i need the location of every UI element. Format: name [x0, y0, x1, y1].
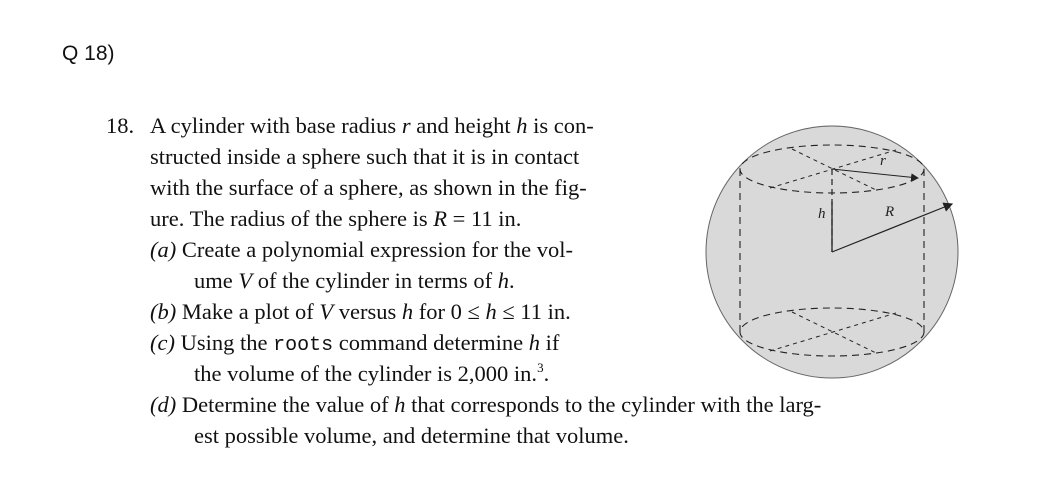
part-b-line: (b) Make a plot of V versus h for 0 ≤ h ≤ 11 in. [150, 299, 571, 324]
problem-number: 18. [106, 113, 135, 138]
question-label: Q 18) [62, 42, 115, 65]
part-a-line-1: (a) Create a polynomial expression for the vol- [150, 237, 574, 262]
part-c-line-2: the volume of the cylinder is 2,000 in.$^3$. [194, 360, 550, 386]
part-c-line-1: (c) Using the roots command determine h if [150, 330, 560, 357]
sphere-cylinder-figure [700, 112, 970, 392]
label-r: r [880, 153, 886, 169]
intro-line-2: structed inside a sphere such that it is in contact [150, 144, 580, 169]
intro-line-1: A cylinder with base radius r and height h is con- [150, 113, 594, 138]
part-a-line-2: ume V of the cylinder in terms of h. [194, 268, 515, 293]
intro-line-4: ure. The radius of the sphere is R = 11 in. [150, 206, 522, 231]
part-d-line-2: est possible volume, and determine that volume. [194, 423, 629, 448]
part-d-line-1: (d) Determine the value of h that corresponds to the cylinder with the larg- [150, 392, 822, 417]
intro-line-3: with the surface of a sphere, as shown in the fig- [150, 175, 587, 200]
label-R: R [885, 204, 895, 220]
label-h: h [818, 206, 826, 222]
